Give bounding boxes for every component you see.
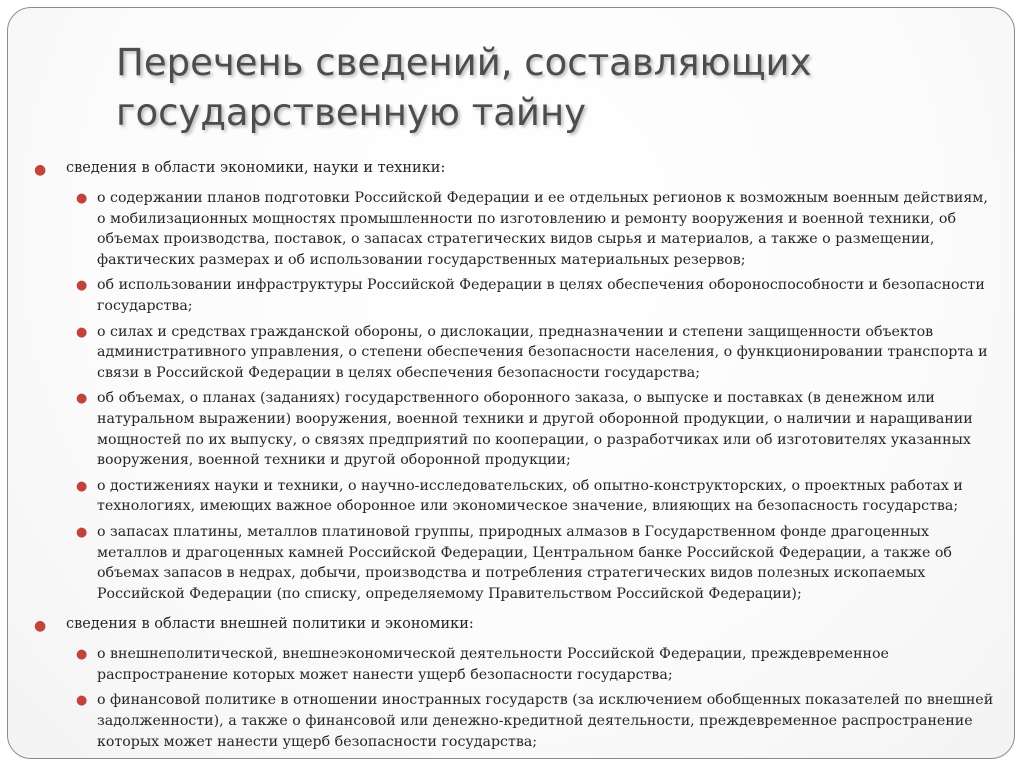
list-item-text: о финансовой политике в отношении иностранных государств (за исключением обобщенных показателей по внешней задолженности), а также о финансовой или денежно-кредитной деятельности, преждевременное распространение которых может нанести ущерб безопасности государства;	[97, 692, 994, 750]
section-heading-foreign-policy	[8, 614, 1015, 634]
list-item	[8, 322, 1015, 384]
list-item	[8, 644, 1015, 685]
bullet-icon: ●	[76, 693, 88, 709]
title-line-1: Перечень сведений, составляющих	[116, 41, 812, 84]
bullet-icon: ●	[76, 191, 88, 206]
bullet-icon: ●	[34, 162, 47, 178]
slide	[7, 7, 1015, 759]
slide-title	[116, 38, 996, 138]
bullet-icon: ●	[76, 524, 88, 540]
list-item-text: о силах и средствах гражданской обороны, о дислокации, предназначении и степени защищенности объектов административного управления, о степени обеспечения безопасности населения, о функционировании транспорта и связи в Российской Федерации в целях обеспечения безопасности государства;	[97, 323, 988, 381]
list-item	[8, 275, 1015, 316]
bullet-icon: ●	[76, 478, 88, 494]
list-item-text: о содержании планов подготовки Российской Федерации и ее отдельных регионов к возможным военным действиям, о мобилизационных мощностях промышленности по изготовлению и ремонту вооружения и военной техники, об объемах производства, поставок, о запасах стратегических видов сырья и материалов, а также о размещении, фактических размерах и об использовании государственных материальных резервов;	[97, 190, 988, 268]
bullet-icon: ●	[76, 278, 88, 294]
list-item	[8, 388, 1015, 470]
content-list	[8, 158, 1015, 757]
list-item	[8, 690, 1015, 752]
section-heading-text: сведения в области экономики, науки и техники:	[66, 160, 446, 176]
section-heading-text: сведения в области внешней политики и экономики:	[66, 616, 474, 633]
bullet-icon: ●	[76, 391, 88, 407]
list-item	[8, 476, 1015, 517]
list-item	[8, 188, 1015, 270]
list-item-text: об использовании инфраструктуры Российской Федерации в целях обеспечения обороноспособности и безопасности государства;	[97, 277, 985, 314]
list-item	[8, 522, 1015, 604]
list-item-text: о запасах платины, металлов платиновой группы, природных алмазов в Государственном фонде драгоценных металлов и драгоценных камней Российской Федерации, Центральном банке Российской Федерации, а также об объемах запасов в недрах, добычи, производства и потребления стратегических видов полезных ископаемых Российской Федерации (по списку, определяемому Правительством Российской Федерации);	[97, 523, 952, 602]
list-item-text: о достижениях науки и техники, о научно-исследовательских, об опытно-конструкторских, о проектных работах и технологиях, имеющих важное оборонное или экономическое значение, влияющих на безопасность государства;	[97, 477, 963, 515]
section-heading-economy	[8, 158, 1015, 178]
list-item-text: об объемах, о планах (заданиях) государственного оборонного заказа, о выпуске и поставках (в денежном или натуральном выражении) вооружения, военной техники и другой оборонной продукции, о наличии и наращивании мощностей по их выпуску, о связях предприятий по кооперации, о разработчиках или об изготовителях указанных вооружения, военной техники и другой оборонной продукции;	[97, 390, 973, 469]
list-item-text: о внешнеполитической, внешнеэкономической деятельности Российской Федерации, преждевременное распространение которых может нанести ущерб безопасности государства;	[97, 646, 889, 683]
bullet-icon: ●	[76, 647, 88, 663]
bullet-icon: ●	[34, 618, 47, 635]
bullet-icon: ●	[76, 324, 88, 340]
title-line-2: государственную тайну	[116, 91, 587, 134]
